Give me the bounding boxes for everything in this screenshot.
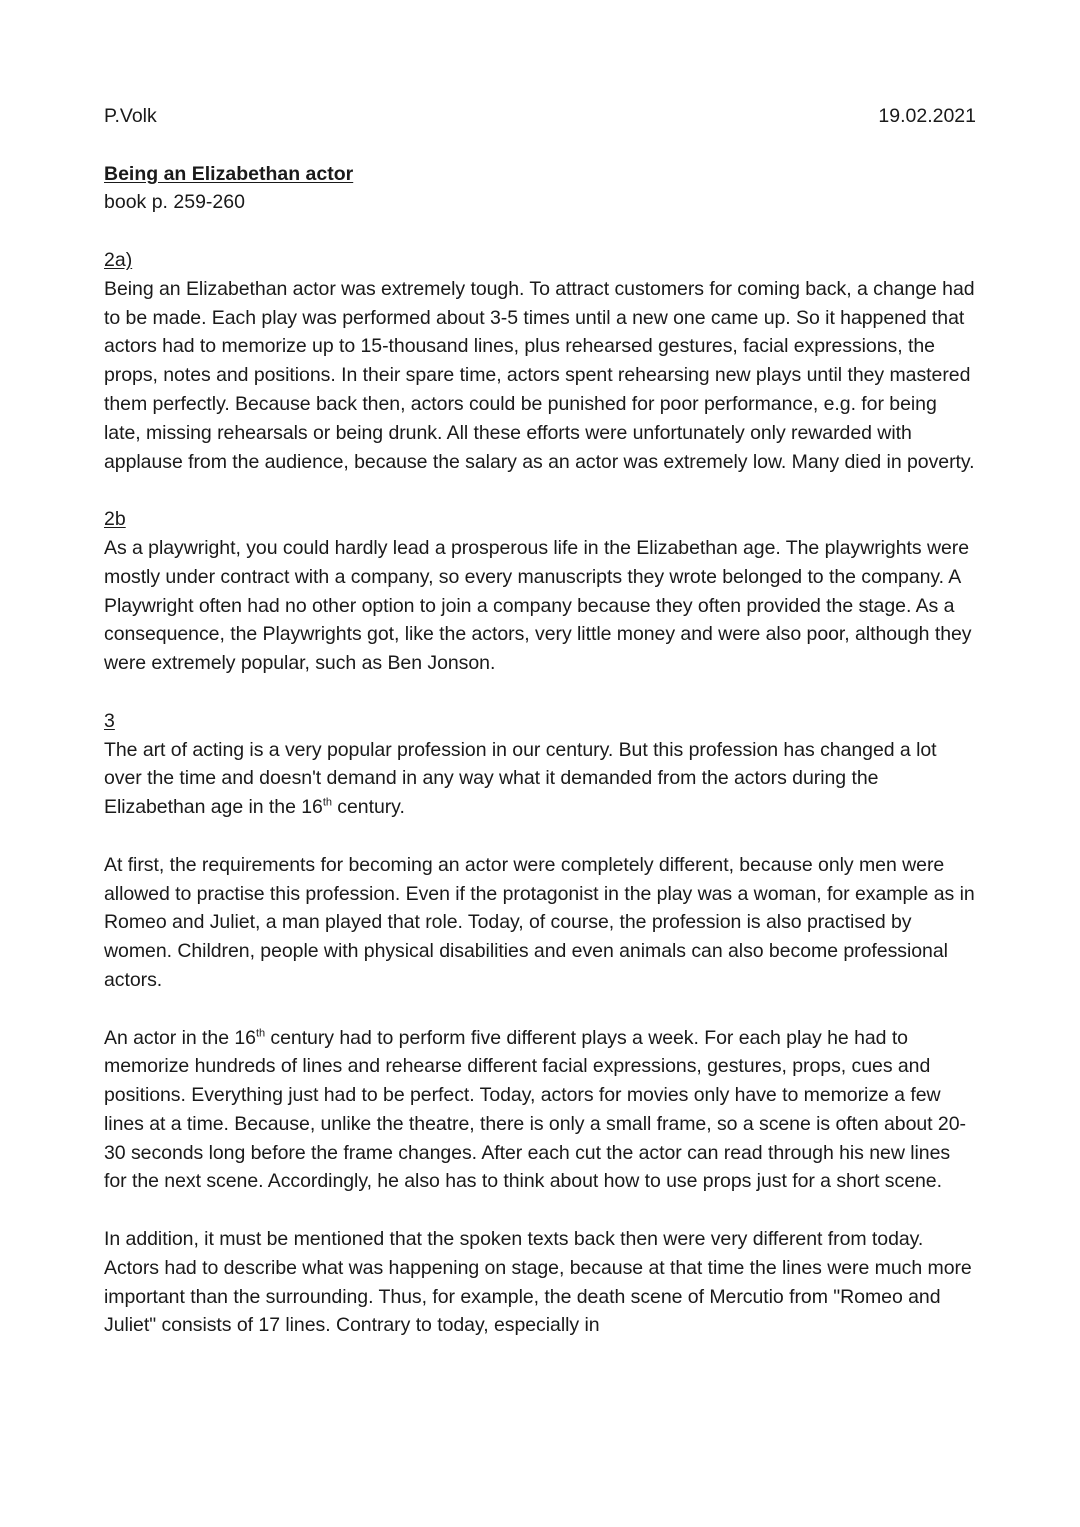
- ordinal-suffix: th: [255, 1027, 266, 1039]
- spacer: [104, 678, 976, 707]
- document-title: Being an Elizabethan actor: [104, 162, 354, 185]
- spacer: [104, 476, 976, 505]
- section-label: 3: [104, 709, 115, 732]
- spacer: [104, 131, 976, 160]
- paragraph: In addition, it must be mentioned that the spoken texts back then were very different from today. Actors had to describe what was happening on stage, because at that time the lines were much more important than the surrounding. Thus, for example, the death scene of Mercutio from "Romeo and Juliet" consists of 17 lines. Contrary to today, especially in: [104, 1228, 972, 1337]
- document-header: [104, 102, 976, 131]
- section-3: [104, 707, 976, 1341]
- spacer: [104, 822, 976, 851]
- paragraph: Being an Elizabethan actor was extremely tough. To attract customers for coming back, a change had to be made. Each play was performed about 3-5 times until a new one came up. So it happened that actors had to memorize up to 15-thousand lines, plus rehearsed gestures, facial expressions, the props, notes and positions. In their spare time, actors spent rehearsing new plays until they mastered them perfectly. Because back then, actors could be punished for poor performance, e.g. for being late, missing rehearsals or being drunk. All these efforts were unfortunately only rewarded with applause from the audience, because the salary as an actor was extremely low. Many died in poverty.: [104, 277, 975, 473]
- document-date: 19.02.2021: [878, 105, 976, 127]
- paragraph-text: century had to perform five different plays a week. For each play he had to memorize hundreds of lines and rehearse different facial expressions, gestures, props, cues and positions. Everything just had to be perfect. Today, actors for movies only have to memorize a few lines at a time. Because, unlike the theatre, there is only a small frame, so a scene is often about 20-30 seconds long before the frame changes. After each cut the actor can read through his new lines for the next scene. Accordingly, he also has to think about how to use props just for a short scene.: [104, 1026, 966, 1193]
- section-2a: [104, 246, 976, 476]
- document-body: [104, 102, 976, 1340]
- section-label: 2a): [104, 248, 133, 271]
- paragraph: As a playwright, you could hardly lead a prosperous life in the Elizabethan age. The playwrights were mostly under contract with a company, so every manuscripts they wrote belonged to the company. A Playwright often had no other option to join a company because they often provided the stage. As a consequence, the Playwrights got, like the actors, very little money and were also poor, although they were extremely popular, such as Ben Jonson.: [104, 536, 972, 675]
- spacer: [104, 995, 976, 1024]
- paragraph-text: The art of acting is a very popular profession in our century. But this profession has changed a lot over the time and doesn't demand in any way what it demanded from the actors during the Elizabethan age in the 16: [104, 738, 937, 819]
- paragraph: At first, the requirements for becoming an actor were completely different, because only men were allowed to practise this profession. Even if the protagonist in the play was a woman, for example as in Romeo and Juliet, a man played that role. Today, of course, the profession is also practised by women. Children, people with physical disabilities and even animals can also become professional actors.: [104, 853, 975, 991]
- spacer: [104, 1196, 976, 1225]
- section-2b: [104, 505, 976, 678]
- book-reference: book p. 259-260: [104, 191, 245, 214]
- paragraph: [104, 1024, 976, 1197]
- paragraph-text: An actor in the 16: [104, 1026, 256, 1049]
- section-label: 2b: [104, 508, 126, 531]
- paragraph: [104, 736, 976, 822]
- spacer: [104, 217, 976, 246]
- ordinal-suffix: th: [322, 796, 332, 809]
- author-name: P.Volk: [104, 105, 157, 127]
- paragraph-text: century.: [331, 796, 405, 819]
